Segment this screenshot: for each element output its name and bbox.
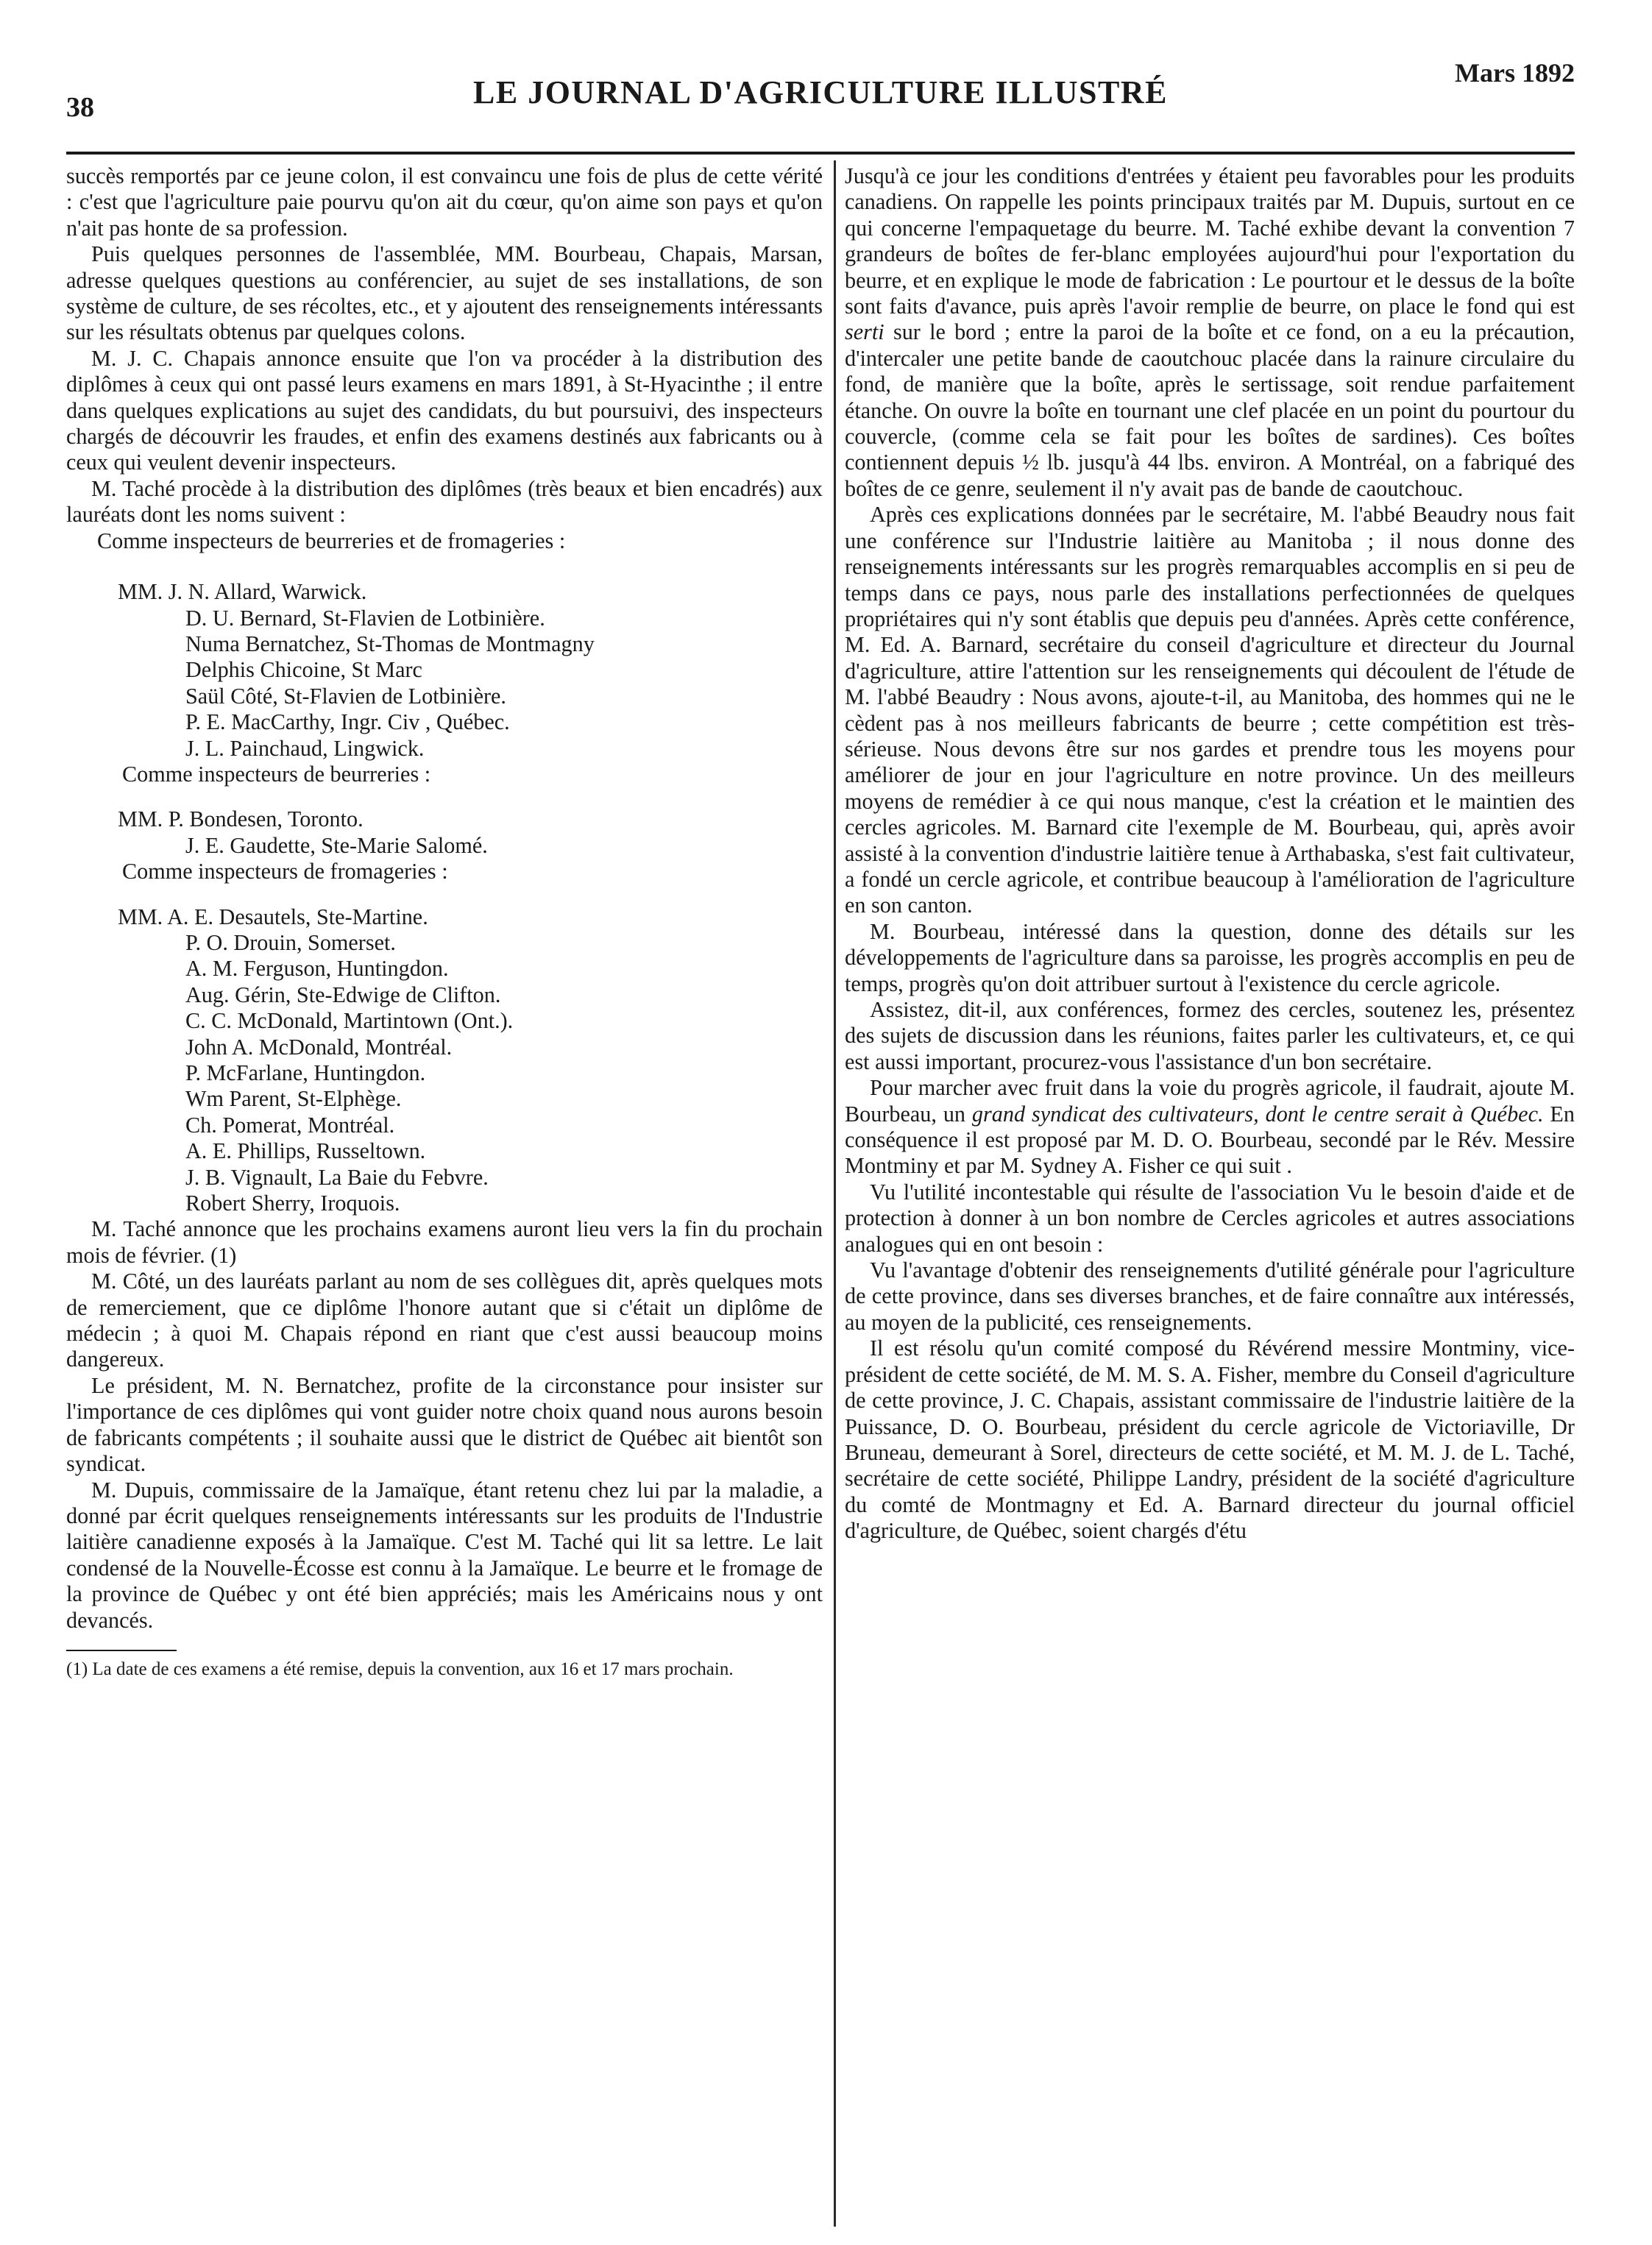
inspector-list — [66, 904, 823, 1217]
list-item: A. M. Ferguson, Huntingdon. — [185, 956, 449, 982]
right-column — [845, 163, 1575, 1544]
paragraph: Assistez, dit-il, aux conférences, formez des cercles, soutenez les, présentez des sujets de discussion dans les réunions, faites parler les cultivateurs, et, ce qui est aussi important, procurez-vous l'assistance d'un bon secrétaire. — [845, 997, 1575, 1074]
list-heading: Comme inspecteurs de beurreries et de fromageries : — [97, 528, 566, 553]
list-item: J. B. Vignault, La Baie du Febvre. — [185, 1164, 489, 1190]
list-item: Ch. Pomerat, Montréal. — [185, 1112, 395, 1138]
list-item: A. E. Phillips, Russeltown. — [185, 1138, 426, 1164]
inspector-list — [66, 806, 823, 859]
list-item: Saül Côté, St-Flavien de Lotbinière. — [185, 683, 506, 709]
paragraph: Puis quelques personnes de l'assemblée, MM. Bourbeau, Chapais, Marsan, adresse quelques questions au conférencier, au sujet de ses installations, de son système de culture, de ses récoltes, etc., et y ajoutent des renseignements intéressants sur les résultats obtenus par quelques colons. — [66, 241, 823, 345]
paragraph: Vu l'utilité incontestable qui résulte de l'association Vu le besoin d'aide et de protection à donner à un bon nombre de Cercles agricoles et autres associations analogues qui en ont besoin : — [845, 1179, 1575, 1257]
list-item: C. C. McDonald, Martintown (Ont.). — [185, 1008, 514, 1034]
paragraph: M. Dupuis, commissaire de la Jamaïque, étant retenu chez lui par la maladie, a donné par écrit quelques renseignements intéressants sur les produits de l'Industrie laitière canadienne exposés à la Jamaïque. C'est M. Taché qui lit sa lettre. Le lait condensé de la Nouvelle-Écosse est connu à la Jamaïque. Le beurre et le fromage de la province de Québec y ont été bien appréciés; mais les Américains nous y ont devancés. — [66, 1477, 823, 1633]
list-item: D. U. Bernard, St-Flavien de Lotbinière. — [185, 605, 545, 631]
list-heading: Comme inspecteurs de beurreries : — [122, 761, 431, 787]
list-item: P. E. MacCarthy, Ingr. Civ , Québec. — [185, 709, 510, 735]
list-heading: Comme inspecteurs de fromageries : — [122, 859, 448, 884]
list-item: Robert Sherry, Iroquois. — [185, 1191, 400, 1216]
paragraph: M. Taché annonce que les prochains examens auront lieu vers la fin du prochain mois de février. (1) — [66, 1216, 823, 1268]
paragraph: Le président, M. N. Bernatchez, profite de la circonstance pour insister sur l'importance de ces diplômes qui vont guider notre choix quand nous aurons besoin de fabricants compétents ; il souhaite aussi que le district de Québec ait bientôt son syndicat. — [66, 1372, 823, 1477]
journal-title: LE JOURNAL D'AGRICULTURE ILLUSTRÉ — [473, 74, 1168, 110]
list-item: Aug. Gérin, Ste-Edwige de Clifton. — [185, 982, 501, 1007]
list-item: John A. McDonald, Montréal. — [185, 1034, 453, 1060]
issue-date: Mars 1892 — [1455, 58, 1575, 88]
inspector-list — [66, 579, 823, 762]
paragraph: Il est résolu qu'un comité composé du Révérend messire Montminy, vice-président de cette société, de M. M. S. A. Fisher, membre du Conseil d'agriculture de cette province, J. C. Chapais, assistant commissaire de l'industrie laitière de la Puissance, D. O. Bourbeau, président du cercle agricole de Victoriaville, Dr Bruneau, demeurant à Sorel, directeurs de cette société, et M. M. J. de L. Taché, secrétaire de cette société, Philippe Landry, président de la société d'agriculture du comté de Montmagny et Ed. A. Barnard directeur du journal officiel d'agriculture, de Québec, soient chargés d'étu — [845, 1336, 1575, 1544]
footnote: (1) La date de ces examens a été remise, depuis la convention, aux 16 et 17 mars prochain. — [66, 1659, 734, 1679]
column-divider — [834, 160, 836, 2227]
emphasis: grand syndicat des cultivateurs, dont le centre serait à Québec. — [971, 1101, 1544, 1127]
paragraph: Pour marcher avec fruit dans la voie du progrès agricole, il faudrait, ajoute M. Bourbeau, un grand syndicat des cultivateurs, dont le centre serait à Québec. En conséquence il est proposé par M. D. O. Bourbeau, secondé par le Rév. Messire Montminy et par M. Sydney A. Fisher ce qui suit . — [845, 1075, 1575, 1179]
paragraph: Vu l'avantage d'obtenir des renseignements d'utilité générale pour l'agriculture de cette province, dans ses diverses branches, et de faire connaître aux intéressés, au moyen de la publicité, ces renseignements. — [845, 1258, 1575, 1335]
list-item: MM. P. Bondesen, Toronto. — [66, 806, 823, 832]
paragraph: M. J. C. Chapais annonce ensuite que l'on va procéder à la distribution des diplômes à ceux qui ont passé leurs examens en mars 1891, à St-Hyacinthe ; il entre dans quelques explications au sujet des candidats, du but poursuivi, des inspecteurs chargés de découvrir les fraudes, et enfin des examens destinés aux fabricants ou à ceux qui veulent devenir inspecteurs. — [66, 345, 823, 475]
list-item: Delphis Chicoine, St Marc — [185, 657, 422, 683]
paragraph: M. Côté, un des lauréats parlant au nom de ses collègues dit, après quelques mots de remerciement, que ce diplôme l'honore autant que si c'était un diplôme de médecin ; à quoi M. Chapais répond en riant que c'est aussi beaucoup moins dangereux. — [66, 1269, 823, 1372]
list-item: MM. A. E. Desautels, Ste-Martine. — [66, 904, 823, 930]
list-item: Numa Bernatchez, St-Thomas de Montmagny — [185, 631, 595, 656]
list-item: MM. J. N. Allard, Warwick. — [66, 579, 823, 605]
list-item: J. E. Gaudette, Ste-Marie Salomé. — [185, 832, 488, 858]
page-number: 38 — [66, 92, 94, 123]
footnote-rule — [66, 1650, 177, 1651]
left-column — [66, 163, 823, 1680]
list-item: P. O. Drouin, Somerset. — [185, 929, 396, 955]
list-item: Wm Parent, St-Elphège. — [185, 1086, 402, 1112]
paragraph: M. Bourbeau, intéressé dans la question, donne des détails sur les développements de l'agriculture dans sa paroisse, les progrès accomplis en peu de temps, progrès qu'on doit attribuer surtout à l'existence du cercle agricole. — [845, 918, 1575, 996]
list-item: J. L. Painchaud, Lingwick. — [185, 735, 425, 761]
list-item: P. McFarlane, Huntingdon. — [185, 1060, 426, 1085]
paragraph: Après ces explications données par le secrétaire, M. l'abbé Beaudry nous fait une conférence sur l'Industrie laitière au Manitoba ; il nous donne des renseignements intéressants sur les progrès remarquables accomplis en si peu de temps dans ce pays, nous parle des installations perfectionnées de quelques propriétaires qui n'y sont établis que depuis peu d'années. Après cette conférence, M. Ed. A. Barnard, secrétaire du conseil d'agriculture et directeur du Journal d'agriculture, attire l'attention sur les renseignements qui découlent de l'étude de M. l'abbé Beaudry : Nous avons, ajoute-t-il, au Manitoba, des hommes qui ne le cèdent pas à nos meilleurs fabricants de beurre ; cette compétition est très-sérieuse. Nous devons être sur nos gardes et prendre tous les moyens pour améliorer de jour en jour l'agriculture en notre province. Un des meilleurs moyens de remédier à ce qui nous manque, c'est la création et le maintien des cercles agricoles. M. Barnard cite l'exemple de M. Bourbeau, qui, après avoir assisté à la convention d'industrie laitière tenue à Arthabaska, s'est fait cultivateur, a fondé un cercle agricole, et contribue beaucoup à l'amélioration de l'agriculture en son canton. — [845, 502, 1575, 918]
paragraph: Jusqu'à ce jour les conditions d'entrées y étaient peu favorables pour les produits canadiens. On rappelle les points principaux traités par M. Dupuis, surtout en ce qui concerne l'empaquetage du beurre. M. Taché exhibe devant la convention 7 grandeurs de boîtes de fer-blanc employées aujourd'hui pour l'exportation du beurre, et en explique le mode de fabrication : Le pourtour et le dessus de la boîte sont faits d'avance, puis après l'avoir remplie de beurre, on place le fond qui est serti sur le bord ; entre la paroi de la boîte et ce fond, on a eu la précaution, d'intercaler une petite bande de caoutchouc placée dans la rainure circulaire du fond, de manière que la boîte, après le sertissage, soit rendue parfaitement étanche. On ouvre la boîte en tournant une clef placée en un point du pourtour du couvercle, (comme cela se fait pour les boîtes de sardines). Ces boîtes contiennent depuis ½ lb. jusqu'à 44 lbs. environ. A Montréal, on a fabriqué des boîtes de ce genre, seulement il n'y avait pas de bande de caoutchouc. — [845, 163, 1575, 501]
paragraph: M. Taché procède à la distribution des diplômes (très beaux et bien encadrés) aux lauréats dont les noms suivent : — [66, 475, 823, 528]
header-rule — [66, 152, 1575, 155]
paragraph: succès remportés par ce jeune colon, il est convaincu une fois de plus de cette vérité : c'est que l'agriculture paie pourvu qu'on ait du cœur, qu'on aime son pays et qu'on n'ait pas honte de sa profession. — [66, 163, 823, 241]
emphasis: serti — [845, 319, 885, 345]
page-header — [66, 46, 1575, 134]
